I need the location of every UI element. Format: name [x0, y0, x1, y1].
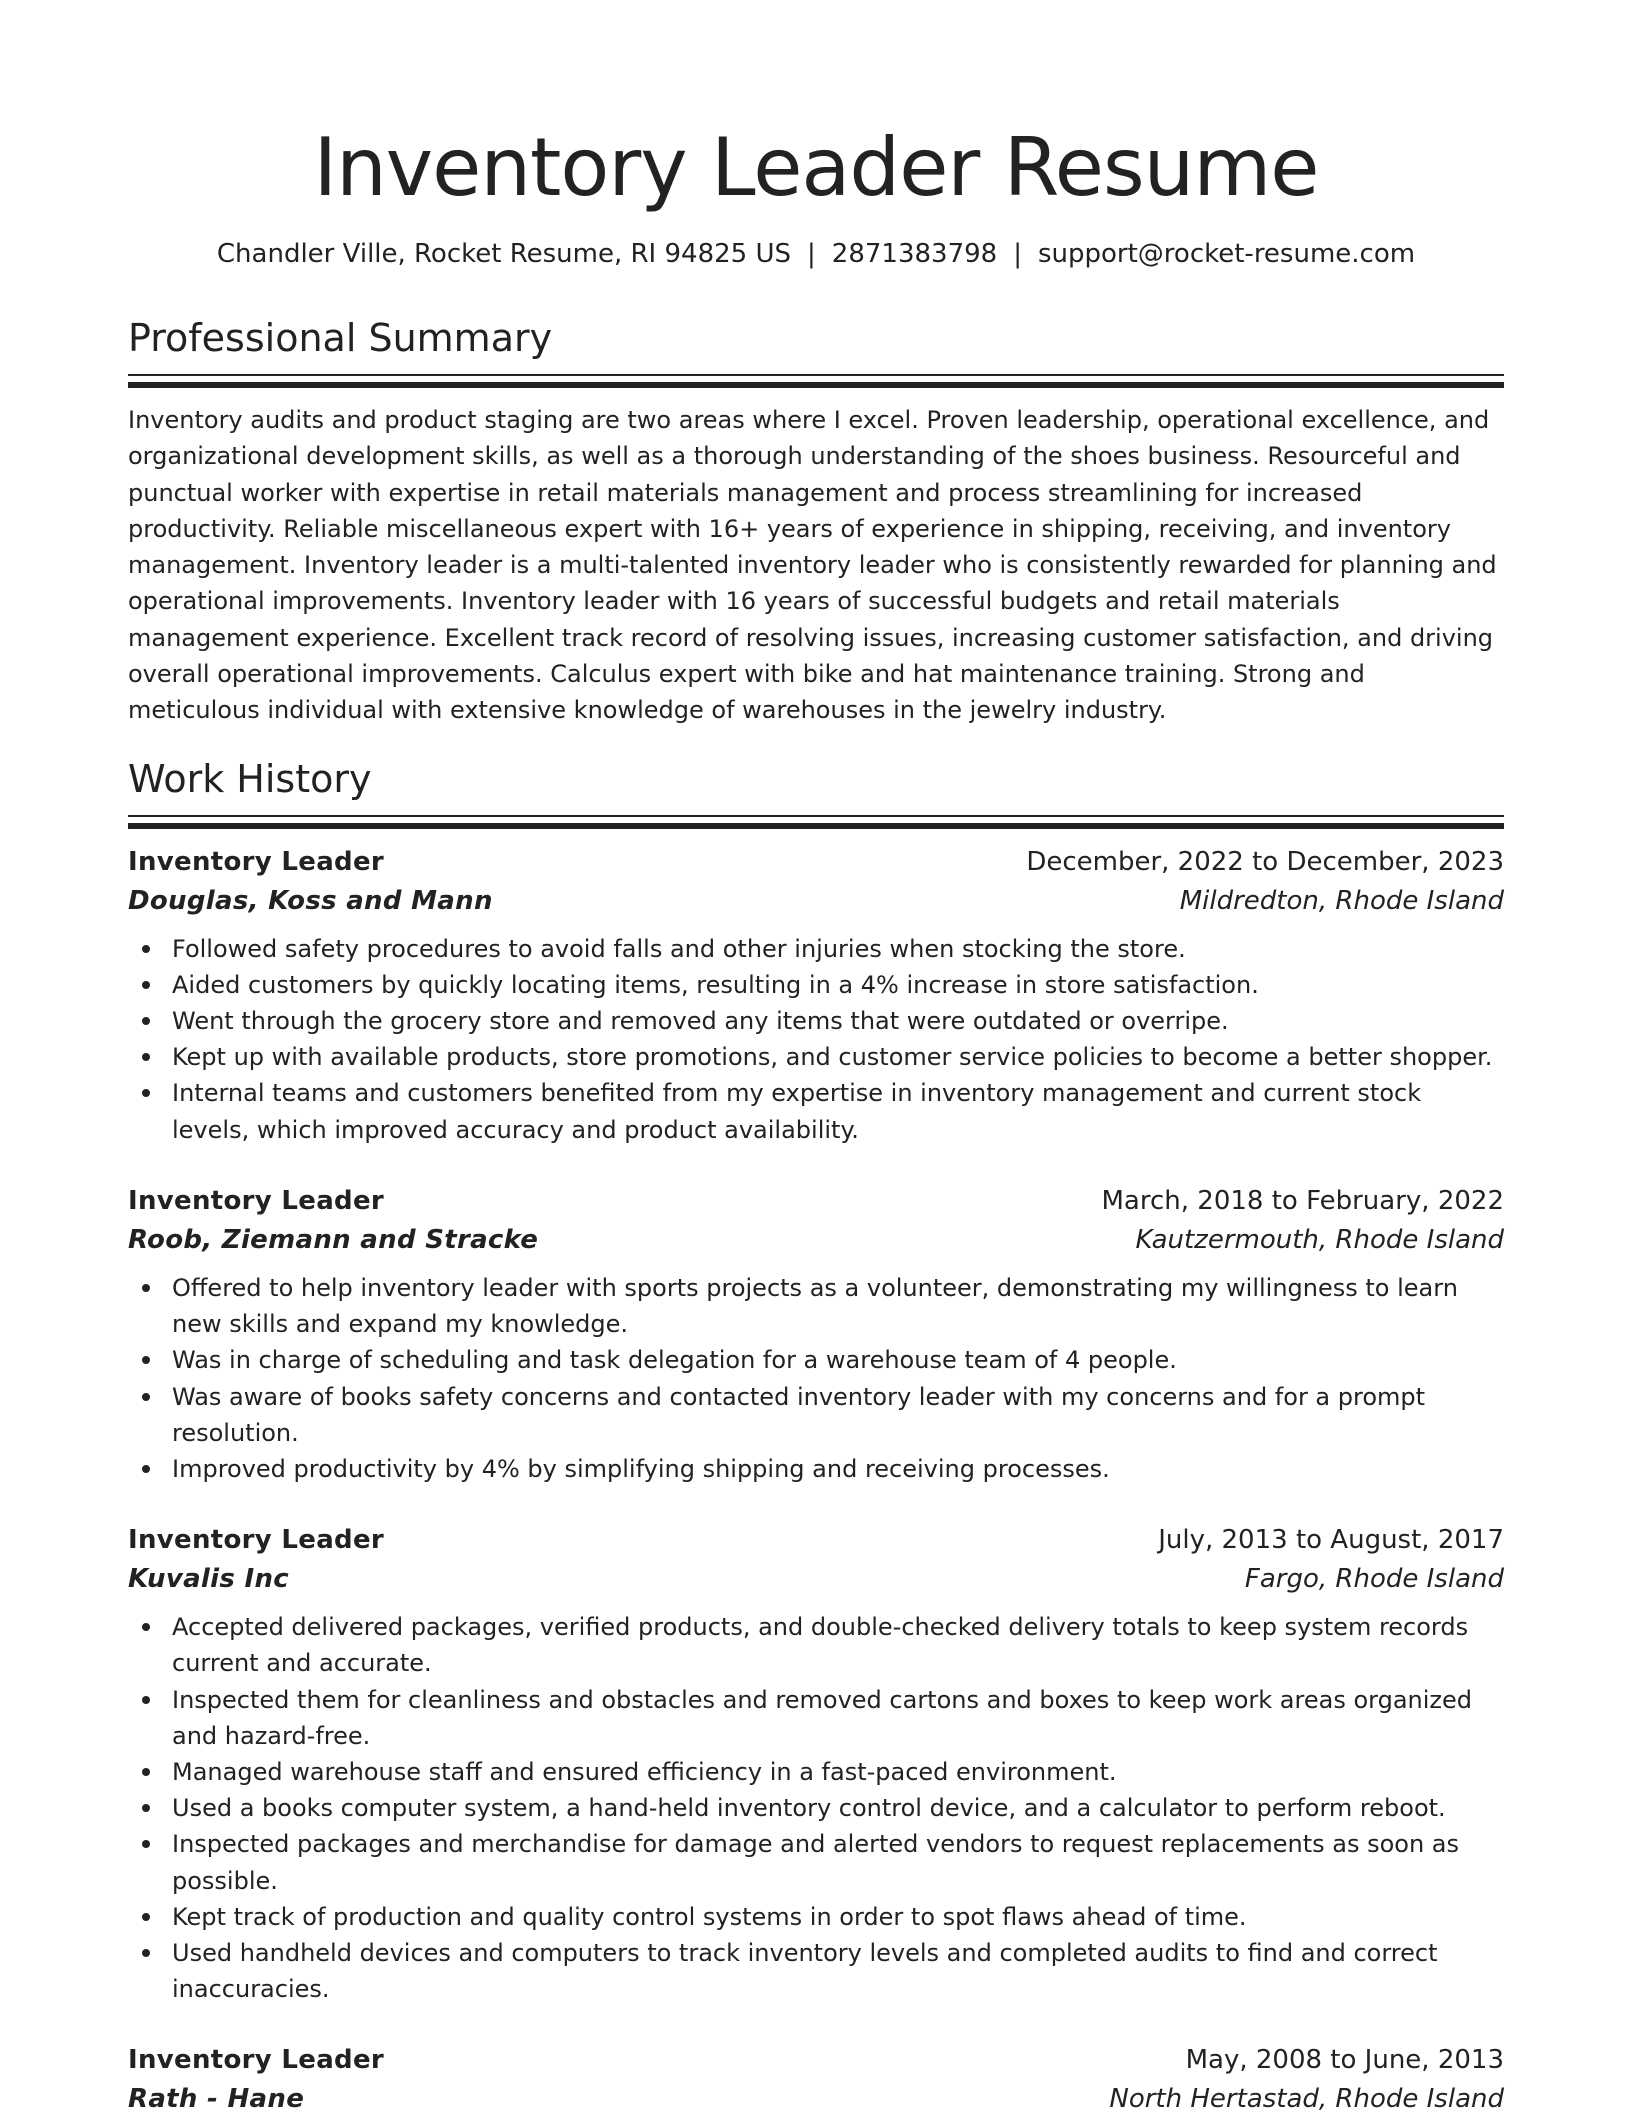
job-title: Inventory Leader: [128, 2045, 385, 2076]
section-divider-thick: [128, 823, 1504, 829]
job-bullet: Inspected them for cleanliness and obstacles and removed cartons and boxes to keep work areas organized and hazard-free.: [172, 1682, 1504, 1754]
job-bullet-list: [128, 1609, 1504, 2007]
contact-address: Chandler Ville, Rocket Resume, RI 94825 US: [216, 239, 792, 269]
job-title: Inventory Leader: [128, 846, 385, 877]
job-bullet: Used a books computer system, a hand-held inventory control device, and a calculator to perform reboot.: [172, 1790, 1504, 1826]
job-bullet: Inspected packages and merchandise for damage and alerted vendors to request replacements as soon as possible.: [172, 1826, 1504, 1898]
contact-separator: |: [807, 239, 816, 269]
job-company: Kuvalis Inc: [128, 1564, 289, 1595]
job-company: Douglas, Koss and Mann: [128, 885, 493, 916]
job-dates: March, 2018 to February, 2022: [1101, 1185, 1504, 1216]
job-company: Roob, Ziemann and Stracke: [128, 1224, 539, 1255]
section-heading-summary: Professional Summary: [128, 316, 553, 360]
job-dates: December, 2022 to December, 2023: [1026, 846, 1504, 877]
job-header-row: [128, 843, 1504, 882]
summary-paragraph: Inventory audits and product staging are two areas where I excel. Proven leadership, operational excellence, and organizational development skills, as well as a thorough understanding of the shoes business. Resourceful and punctual worker with expertise in retail materials management and process streamlining for increased productivity. Reliable miscellaneous expert with 16+ years of experience in shipping, receiving, and inventory management. Inventory leader is a multi-talented inventory leader who is consistently rewarded for planning and operational improvements. Inventory leader with 16 years of successful budgets and retail materials management experience. Excellent track record of resolving issues, increasing customer satisfaction, and driving overall operational improvements. Calculus expert with bike and hat maintenance training. Strong and meticulous individual with extensive knowledge of warehouses in the jewelry industry.: [128, 406, 1497, 725]
work-history-section: [128, 755, 1504, 2119]
job-location: Mildredton, Rhode Island: [1179, 885, 1504, 916]
job-bullet: Internal teams and customers benefited from my expertise in inventory management and current stock levels, which improved accuracy and product availability.: [172, 1075, 1504, 1147]
resume-title: Inventory Leader Resume: [313, 121, 1319, 214]
job-bullet: Offered to help inventory leader with sports projects as a volunteer, demonstrating my willingness to learn new skills and expand my knowledge.: [172, 1270, 1504, 1342]
job-header-row: [128, 2041, 1504, 2080]
job-dates: May, 2008 to June, 2013: [1185, 2045, 1504, 2076]
job-entry: [128, 1521, 1504, 2007]
job-title: Inventory Leader: [128, 1525, 385, 1556]
job-location: North Hertastad, Rhode Island: [1109, 2084, 1504, 2115]
job-bullet: Was aware of books safety concerns and contacted inventory leader with my concerns and for a prompt resolution.: [172, 1379, 1504, 1451]
job-company-row: [128, 2080, 1504, 2119]
contact-line: [128, 236, 1504, 272]
section-heading-work-history: Work History: [128, 756, 372, 801]
job-bullet: Managed warehouse staff and ensured efficiency in a fast-paced environment.: [172, 1754, 1504, 1790]
job-location: Kautzermouth, Rhode Island: [1135, 1224, 1504, 1255]
job-bullet: Improved productivity by 4% by simplifying shipping and receiving processes.: [172, 1451, 1504, 1487]
job-bullet-list: [128, 1270, 1504, 1487]
job-bullet: Kept track of production and quality control systems in order to spot flaws ahead of time.: [172, 1899, 1504, 1935]
contact-email: support@rocket-resume.com: [1037, 239, 1416, 269]
job-company-row: [128, 882, 1504, 921]
contact-separator: |: [1013, 239, 1022, 269]
job-bullet: Accepted delivered packages, verified products, and double-checked delivery totals to keep system records current and accurate.: [172, 1609, 1504, 1681]
job-bullet: Used handheld devices and computers to track inventory levels and completed audits to find and correct inaccuracies.: [172, 1935, 1504, 2007]
professional-summary-section: [128, 314, 1504, 729]
section-divider-thick: [128, 382, 1504, 388]
job-bullet: Was in charge of scheduling and task delegation for a warehouse team of 4 people.: [172, 1342, 1504, 1378]
job-entry: [128, 1182, 1504, 1487]
job-bullet: Aided customers by quickly locating items, resulting in a 4% increase in store satisfaction.: [172, 967, 1504, 1003]
job-location: Fargo, Rhode Island: [1244, 1564, 1504, 1595]
job-header-row: [128, 1182, 1504, 1221]
section-divider-thin: [128, 815, 1504, 817]
job-dates: July, 2013 to August, 2017: [1158, 1525, 1504, 1556]
job-bullet: Went through the grocery store and removed any items that were outdated or overripe.: [172, 1003, 1504, 1039]
job-bullet-list: [128, 931, 1504, 1148]
job-entry: [128, 843, 1504, 1148]
section-divider-thin: [128, 374, 1504, 376]
job-bullet: Kept up with available products, store promotions, and customer service policies to become a better shopper.: [172, 1039, 1504, 1075]
job-header-row: [128, 1521, 1504, 1560]
job-company-row: [128, 1221, 1504, 1260]
job-title: Inventory Leader: [128, 1185, 385, 1216]
job-company-row: [128, 1560, 1504, 1599]
contact-phone: 2871383798: [831, 239, 998, 269]
job-bullet: Followed safety procedures to avoid falls and other injuries when stocking the store.: [172, 931, 1504, 967]
job-company: Rath - Hane: [128, 2084, 305, 2115]
job-entry: [128, 2041, 1504, 2119]
